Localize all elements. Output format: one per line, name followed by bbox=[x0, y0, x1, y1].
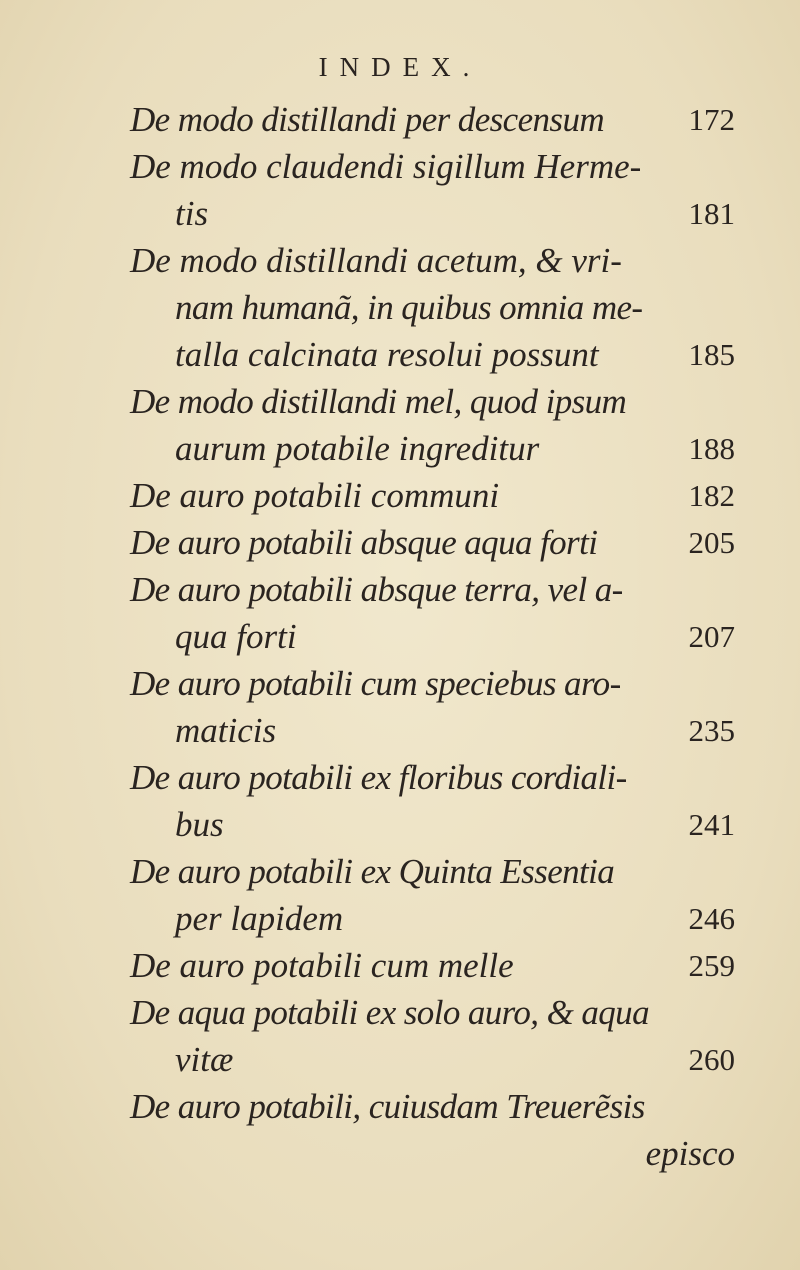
entry-text: De auro potabili ex Quinta Essentia bbox=[130, 852, 615, 891]
index-line bbox=[130, 284, 735, 331]
index-line bbox=[130, 895, 735, 942]
index-line bbox=[130, 660, 735, 707]
entry-text: De auro potabili cum speciebus aro- bbox=[130, 664, 621, 703]
page-number: 182 bbox=[688, 478, 735, 513]
page-number: 185 bbox=[688, 337, 735, 372]
entry-text: aurum potabile ingreditur bbox=[175, 429, 540, 468]
entry-text: qua forti bbox=[175, 617, 297, 656]
index-line bbox=[130, 378, 735, 425]
page-number: 246 bbox=[688, 901, 735, 936]
page-number: 235 bbox=[688, 713, 735, 748]
index-line bbox=[130, 237, 735, 284]
page-number: 207 bbox=[688, 619, 735, 654]
page-number: 181 bbox=[688, 196, 735, 231]
page-number: 205 bbox=[688, 525, 735, 560]
index-line bbox=[130, 566, 735, 613]
page-number: 260 bbox=[688, 1042, 735, 1077]
page-number: 259 bbox=[688, 948, 735, 983]
index-line bbox=[130, 1036, 735, 1083]
index-line bbox=[130, 425, 735, 472]
page-number: 241 bbox=[688, 807, 735, 842]
index-line bbox=[130, 1130, 735, 1177]
index-line bbox=[130, 754, 735, 801]
index-line bbox=[130, 613, 735, 660]
index-line bbox=[130, 801, 735, 848]
index-line bbox=[130, 519, 735, 566]
page-header: INDEX. bbox=[318, 52, 482, 82]
entry-text: De auro potabili ex floribus cordiali- bbox=[130, 758, 627, 797]
index-line bbox=[130, 190, 735, 237]
index-line bbox=[130, 707, 735, 754]
page-number: 188 bbox=[688, 431, 735, 466]
entry-text: talla calcinata resolui possunt bbox=[175, 335, 599, 374]
entry-text: nam humanã, in quibus omnia me- bbox=[175, 288, 643, 327]
entry-text: De auro potabili absque aqua forti bbox=[130, 523, 598, 562]
index-line bbox=[130, 848, 735, 895]
index-line bbox=[130, 143, 735, 190]
entry-text: De modo claudendi sigillum Herme- bbox=[130, 147, 642, 186]
page-number: 172 bbox=[688, 102, 735, 137]
entry-text: De auro potabili absque terra, vel a- bbox=[130, 570, 623, 609]
index-line bbox=[130, 1083, 735, 1130]
entry-text: De auro potabili communi bbox=[130, 476, 500, 515]
entry-text: De modo distillandi per descensum bbox=[130, 100, 605, 139]
entry-text: De aqua potabili ex solo auro, & aqua bbox=[130, 993, 649, 1032]
index-entries bbox=[130, 96, 735, 1177]
entry-text: De modo distillandi mel, quod ipsum bbox=[130, 382, 627, 421]
entry-text: maticis bbox=[175, 711, 277, 750]
entry-text: De modo distillandi acetum, & vri- bbox=[130, 241, 622, 280]
entry-text: De auro potabili, cuiusdam Treuerẽsis bbox=[130, 1087, 645, 1126]
entry-text: per lapidem bbox=[175, 899, 344, 938]
index-line bbox=[130, 989, 735, 1036]
entry-text: vitæ bbox=[175, 1040, 234, 1079]
entry-text: De auro potabili cum melle bbox=[130, 946, 514, 985]
entry-text: bus bbox=[175, 805, 224, 844]
catchword: episco bbox=[645, 1134, 735, 1173]
index-line bbox=[130, 96, 735, 143]
index-line bbox=[130, 942, 735, 989]
index-line bbox=[130, 331, 735, 378]
index-line bbox=[130, 472, 735, 519]
entry-text: tis bbox=[175, 194, 209, 233]
